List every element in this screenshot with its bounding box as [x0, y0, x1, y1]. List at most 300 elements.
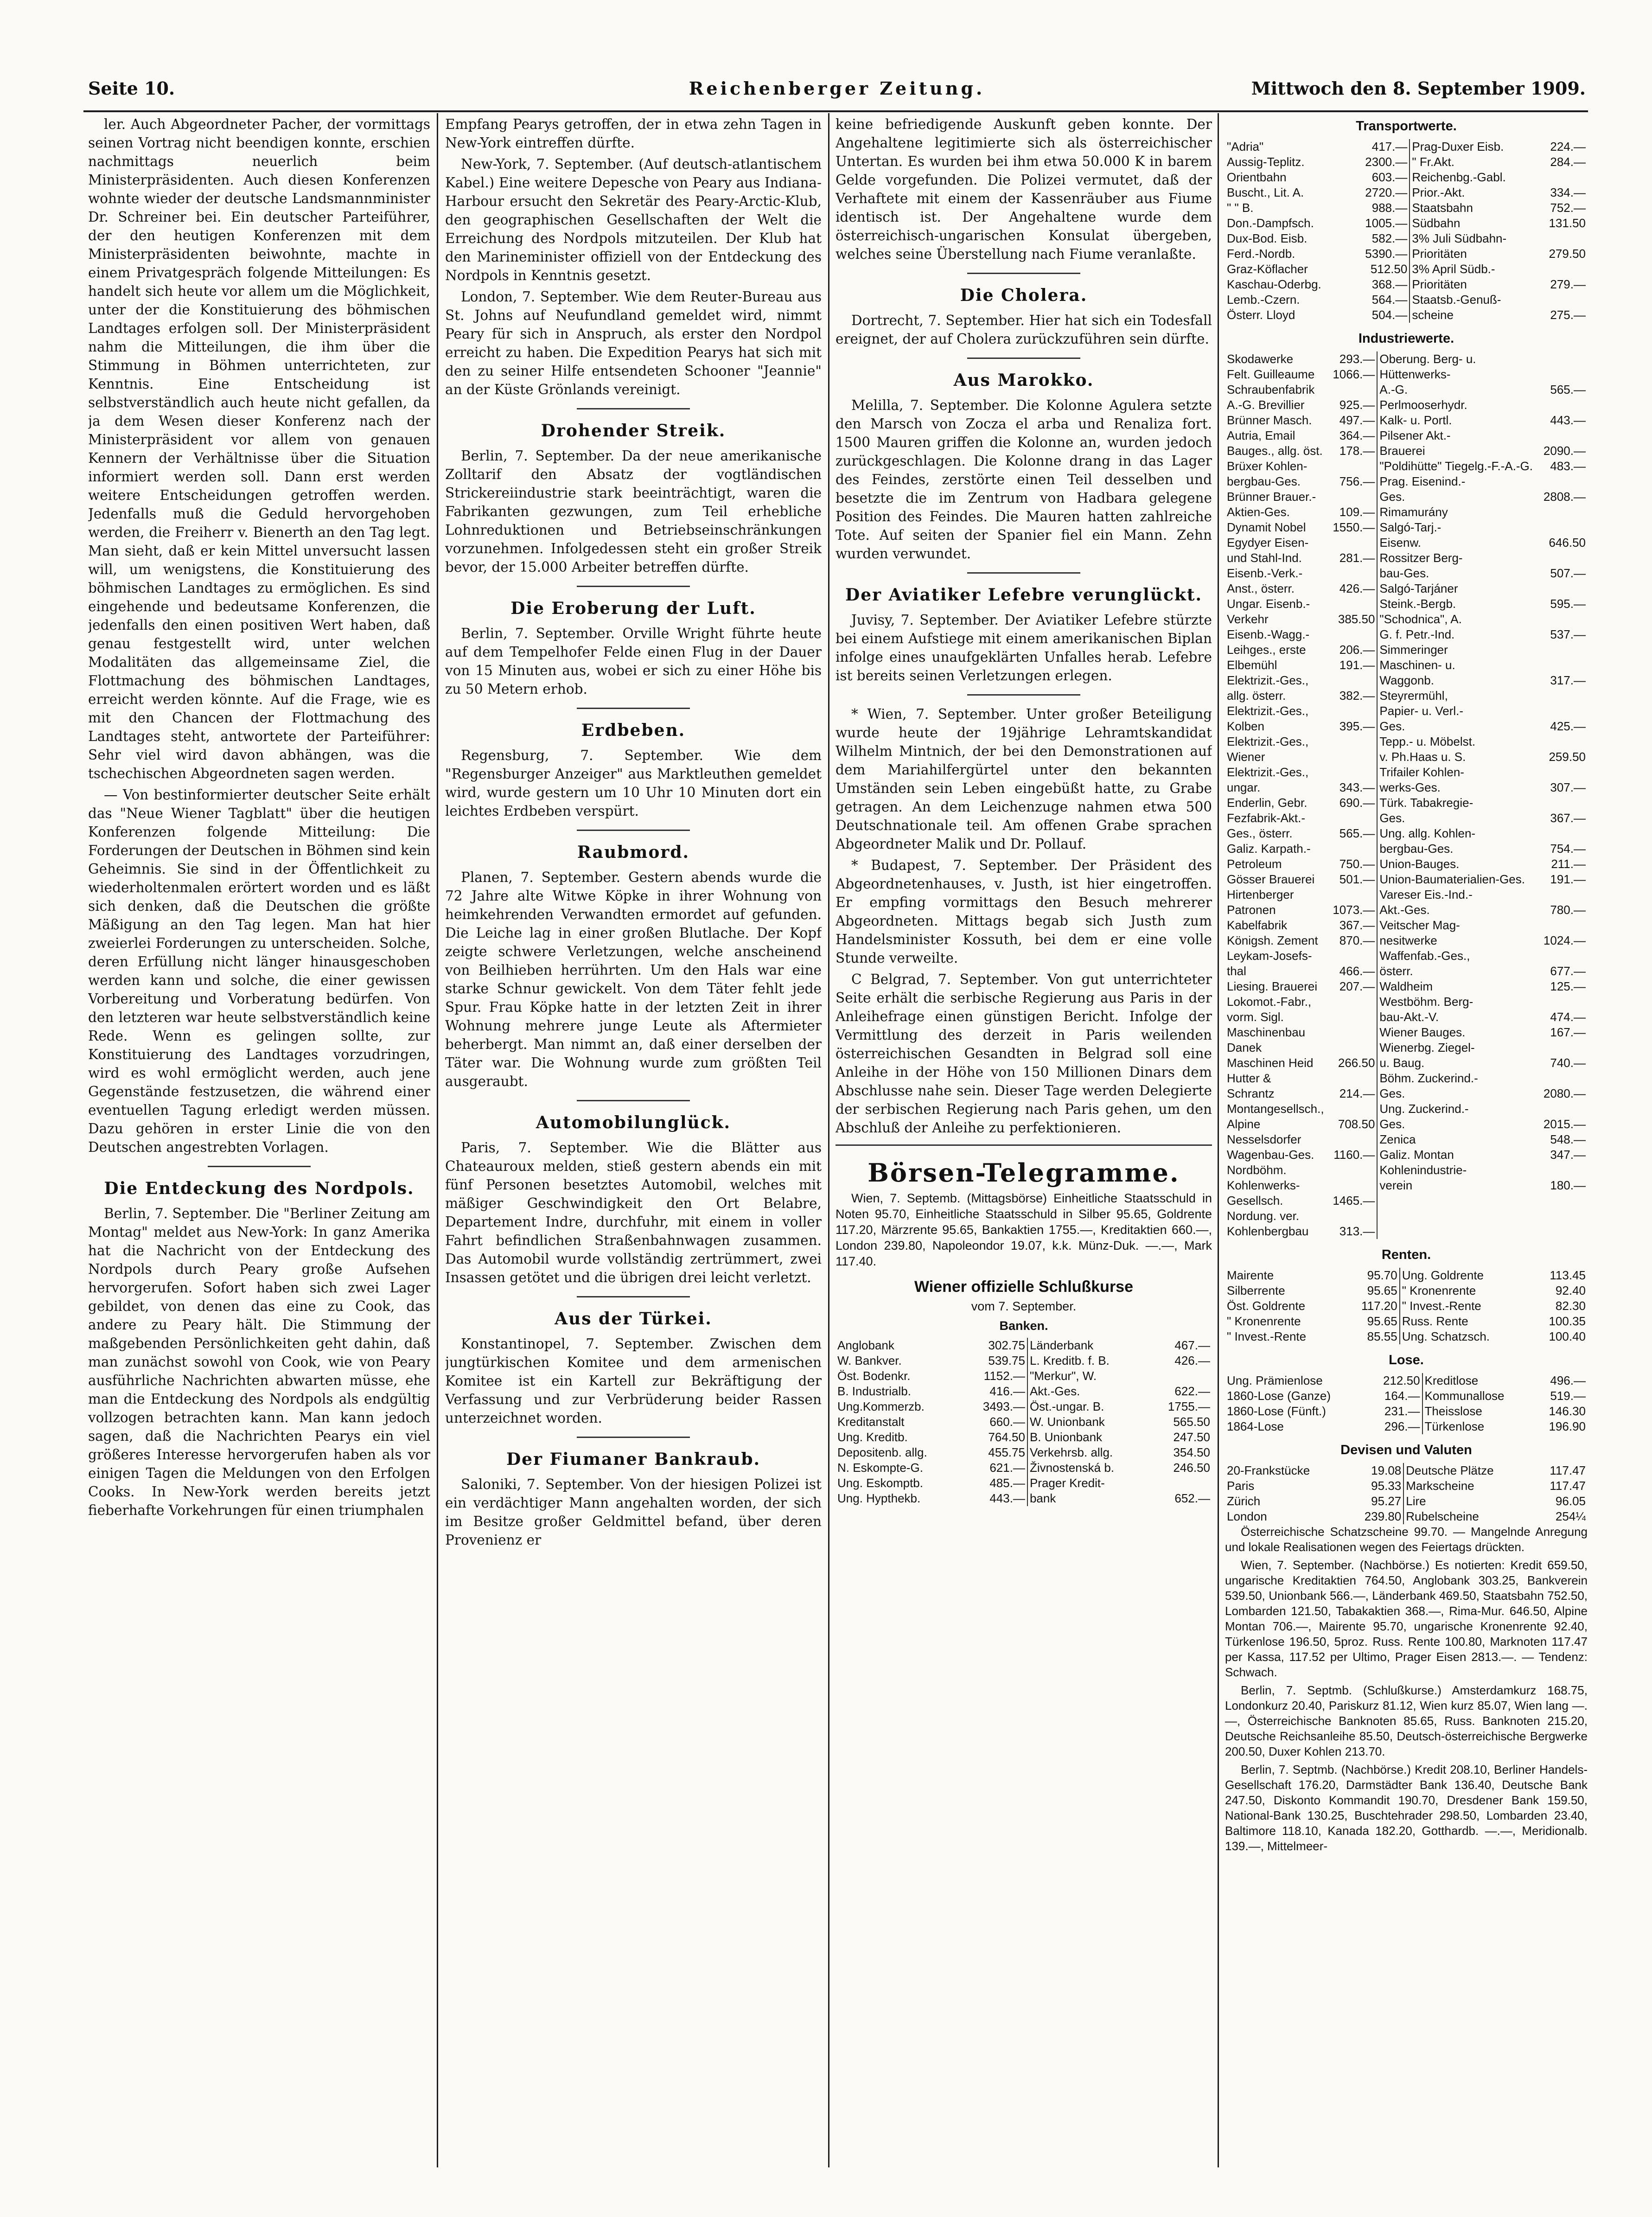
quote-value: 212.50: [1383, 1374, 1420, 1387]
quote-name: Petroleum: [1227, 857, 1282, 871]
headline-erdbeben: Erdbeben.: [581, 721, 686, 740]
quote-row: [1225, 154, 1588, 170]
quote-value: 496.—: [1550, 1374, 1586, 1387]
quote-name: [1377, 1193, 1540, 1208]
quote-name: u. Baug.: [1377, 1055, 1540, 1071]
headline-raubmord: Raubmord.: [577, 843, 690, 862]
article-paragraph: Empfang Pearys getroffen, der in etwa zehn Tagen in New-York eintreffen dürfte.: [445, 116, 822, 151]
quote-name: Russ. Rente: [1400, 1314, 1530, 1329]
quote-row: [1225, 1314, 1588, 1329]
quote-value: 85.55: [1367, 1329, 1397, 1343]
quote-value: 368.—: [1371, 277, 1408, 291]
quote-row: [1225, 1193, 1588, 1208]
quote-name: Ges.: [1377, 1086, 1540, 1101]
quote-value: [1540, 948, 1588, 964]
headline-nordpol: Die Entdeckung des Nordpols.: [104, 1179, 415, 1198]
quote-name: Ges.: [1377, 811, 1540, 826]
quote-name: Ungar. Eisenb.-: [1227, 597, 1310, 611]
quote-value: 565.—: [1339, 826, 1375, 840]
devisen-label: Devisen und Valuten: [1340, 1443, 1472, 1457]
quote-name: Papier- u. Verl.-: [1377, 703, 1540, 719]
quote-name: Wienerbg. Ziegel-: [1377, 1040, 1540, 1055]
quote-row: [1225, 550, 1588, 566]
quote-value: 677.—: [1550, 964, 1586, 978]
schlusskurse-date: vom 7. September.: [971, 1299, 1077, 1313]
quote-name: Waffenfab.-Ges.,: [1377, 948, 1540, 964]
quote-value: [1149, 1476, 1212, 1491]
quote-row: [1225, 170, 1588, 185]
quote-row: [1225, 351, 1588, 367]
quote-value: 146.30: [1549, 1404, 1586, 1418]
boersen-wien: Wien, 7. Septemb. (Mittagsbörse) Einheitliche Staatsschuld in Noten 95.70, Einheitliche Staatsschuld in Silber 95.65, Goldrente 117.20, Märzrente 95.65, Bankaktien 1755.—, Kreditaktien 660.—, London 239.80, Napoleondor 19.07, k.k. Münz-Duk. —.—, Mark 117.40.: [836, 1191, 1212, 1268]
quote-name: " Kronenrente: [1400, 1283, 1530, 1298]
quote-value: 485.—: [989, 1476, 1025, 1490]
quote-name: Ung. Hypthekb.: [837, 1491, 921, 1505]
quote-name: Don.-Dampfsch.: [1227, 216, 1314, 230]
quote-value: 1024.—: [1543, 933, 1586, 947]
quote-value: 266.50: [1338, 1056, 1375, 1070]
quote-value: 474.—: [1550, 1010, 1586, 1024]
quote-value: [1329, 1101, 1377, 1117]
quote-value: 870.—: [1339, 933, 1375, 947]
transport-label: Transportwerte.: [1356, 119, 1457, 134]
quote-row: [1225, 856, 1588, 872]
quote-name: Ung. Goldrente: [1400, 1268, 1530, 1283]
schlusskurse-title: Wiener offizielle Schlußkurse: [914, 1278, 1134, 1296]
quote-row: [1225, 979, 1588, 994]
column-1: [88, 115, 430, 2167]
quote-name: " Fr.Akt.: [1410, 154, 1536, 170]
divider: [577, 1100, 690, 1101]
quote-name: Hirtenberger: [1227, 888, 1294, 901]
quote-value: 2720.—: [1365, 185, 1408, 199]
quote-row: [1225, 382, 1588, 397]
quote-name: thal: [1227, 964, 1246, 978]
renten-label: Renten.: [1381, 1247, 1431, 1262]
quote-name: Galiz. Montan: [1377, 1147, 1540, 1163]
quote-value: [1540, 367, 1588, 382]
quote-name: Prag-Duxer Eisb.: [1410, 139, 1536, 154]
quote-row: [1225, 1086, 1588, 1101]
quote-row: [1225, 489, 1588, 505]
quote-row: [1225, 1117, 1588, 1132]
quote-row: [1225, 887, 1588, 902]
quote-row: [1225, 139, 1588, 154]
quote-row: [1225, 780, 1588, 795]
quote-name: Elektrizit.-Ges.,: [1227, 704, 1309, 718]
boersen-title: Börsen-Telegramme.: [867, 1158, 1180, 1188]
quote-name: Steyrermühl,: [1377, 688, 1540, 703]
quote-value: [1540, 887, 1588, 902]
article-paragraph: Saloniki, 7. September. Von der hiesigen Polizei ist ein verdächtiger Mann angehalten worden, der sich im Besitze großer Geldmittel befand, über deren Provenienz er: [445, 1476, 822, 1548]
quote-name: Prioritäten: [1410, 277, 1536, 292]
quote-name: Egydyer Eisen-: [1227, 536, 1309, 549]
quote-name: Eisenb.-Verk.-: [1227, 566, 1303, 580]
quote-name: Kaschau-Oderbg.: [1227, 277, 1321, 291]
quote-name: Öst. Goldrente: [1227, 1299, 1306, 1313]
banken-label: Banken.: [999, 1319, 1048, 1333]
quote-row: [1225, 277, 1588, 292]
quote-name: nesitwerke: [1377, 933, 1540, 948]
quote-name: W. Bankver.: [837, 1354, 902, 1367]
quote-name: Steink.-Bergb.: [1377, 596, 1540, 612]
quote-name: Bauges., allg. öst.: [1227, 444, 1323, 458]
article-paragraph: Konstantinopel, 7. September. Zwischen dem jungtürkischen Komitee und dem armenischen Komitee ist ein Kartell zur Bekräftigung der Verfassung und zur Verbrüderung beider Rassen unterzeichnet worden.: [445, 1336, 822, 1426]
quote-row: [1225, 1025, 1588, 1040]
quote-value: 254¼: [1555, 1509, 1586, 1523]
quote-value: 988.—: [1371, 201, 1408, 215]
quote-value: [1329, 535, 1377, 550]
quote-value: [1540, 397, 1588, 413]
quote-row: [1225, 1040, 1588, 1055]
quote-name: Hutter &: [1227, 1071, 1271, 1085]
quote-row: [836, 1445, 1212, 1460]
quote-value: 317.—: [1550, 673, 1586, 687]
quote-name: Schrantz: [1227, 1086, 1275, 1100]
industrie-label: Industriewerte.: [1358, 331, 1454, 346]
quote-value: [1540, 1071, 1588, 1086]
quote-name: Ung. Kreditb.: [837, 1430, 908, 1444]
quote-name: Ung.Kommerzb.: [837, 1399, 925, 1413]
quote-row: [1225, 658, 1588, 673]
quote-name: Öst.-ungar. B.: [1027, 1399, 1149, 1414]
quote-name: Enderlin, Gebr.: [1227, 796, 1308, 810]
quote-name: [1377, 1224, 1540, 1239]
quote-value: [1540, 428, 1588, 443]
quote-value: [1540, 1040, 1588, 1055]
page-header: [88, 78, 1586, 110]
quote-name: Prior.-Akt.: [1410, 185, 1536, 200]
quote-name: Anst., österr.: [1227, 581, 1295, 595]
quote-name: Brüxer Kohlen-: [1227, 459, 1308, 473]
quote-row: [1225, 734, 1588, 749]
quote-name: Montangesellsch.,: [1227, 1102, 1324, 1116]
quote-row: [1225, 872, 1588, 887]
quote-value: [1329, 1132, 1377, 1147]
quote-row: [1225, 933, 1588, 948]
quote-row: [1225, 566, 1588, 581]
quote-value: 497.—: [1339, 413, 1375, 427]
quote-value: 279.50: [1549, 247, 1586, 261]
quote-value: [1329, 459, 1377, 474]
article-paragraph: Dortrecht, 7. September. Hier hat sich ein Todesfall ereignet, der auf Cholera zurückzuführen sein dürfte.: [836, 313, 1212, 347]
quote-row: [1225, 811, 1588, 826]
quote-value: 595.—: [1550, 597, 1586, 611]
quote-name: Kalk- u. Portl.: [1377, 413, 1540, 428]
quote-row: [1225, 1268, 1588, 1283]
quote-value: 621.—: [989, 1461, 1025, 1475]
quote-value: 750.—: [1339, 857, 1375, 871]
quote-row: [1225, 1373, 1588, 1388]
quote-name: Ferd.-Nordb.: [1227, 247, 1295, 261]
quote-name: Brauerei: [1377, 443, 1540, 459]
quote-value: 354.50: [1173, 1445, 1210, 1459]
quote-name: Ung. Eskomptb.: [837, 1476, 923, 1490]
quote-row: [1225, 505, 1588, 520]
quote-value: [1540, 1101, 1588, 1117]
quote-name: Autria, Email: [1227, 428, 1295, 442]
quote-row: [836, 1399, 1212, 1414]
quote-name: Felt. Guilleaume: [1227, 367, 1315, 381]
quote-row: [1225, 1478, 1588, 1494]
quote-value: 196.90: [1549, 1419, 1586, 1433]
quote-name: Živnostenská b.: [1027, 1460, 1149, 1476]
quote-value: 754.—: [1550, 842, 1586, 856]
quote-value: [1540, 474, 1588, 489]
article-paragraph: Regensburg, 7. September. Wie dem "Regensburger Anzeiger" aus Marktleuthen gemeldet wird, wurde gestern um 10 Uhr 10 Minuten dort ein leichtes Erdbeben verspürt.: [445, 748, 822, 819]
quote-name: Brünner Masch.: [1227, 413, 1312, 427]
divider: [577, 1296, 690, 1297]
quote-value: 466.—: [1339, 964, 1375, 978]
quote-value: 652.—: [1174, 1491, 1210, 1505]
quote-name: London: [1227, 1509, 1267, 1523]
quote-name: Aktien-Ges.: [1227, 505, 1290, 519]
quote-value: 622.—: [1174, 1384, 1210, 1398]
quote-row: [1225, 1178, 1588, 1193]
headline-tuerkei: Aus der Türkei.: [555, 1309, 712, 1329]
quote-value: 443.—: [1550, 413, 1586, 427]
quote-value: 211.—: [1551, 857, 1586, 871]
column-rule-3: [1218, 113, 1219, 2167]
article-paragraph: keine befriedigende Auskunft geben konnte. Der Angehaltene legitimierte sich als österreichischer Untertan. Es wurden bei ihm etwa 50.000 K in barem Gelde vorgefunden. Die Polizei vermutet, daß der Verhaftete mit einem der Kassenräuber aus Fiume identisch ist. Der Angehaltene wurde dem österreichisch-ungarischen Konsulat übergeben, welches seine Überstellung nach Fiume veranlaßte.: [836, 116, 1212, 262]
berlin-schlusskurse: Berlin, 7. Septmb. (Schlußkurse.) Amsterdamkurz 168.75, Londonkurz 20.40, Pariskurz 81.12, Wien kurz 85.07, Wien lang —.—, Österreichische Banknoten 85.65, Russ. Banknoten 215.20, Deutsche Reichsanleihe 85.50, Deutsch-österreichische Bergwerke 200.50, Duxer Kohlen 213.70.: [1225, 1683, 1588, 1758]
quote-name: Gösser Brauerei: [1227, 872, 1315, 886]
quote-row: [836, 1491, 1212, 1506]
quote-value: [1329, 1071, 1377, 1086]
quote-row: [1225, 994, 1588, 1009]
wien-nachboerse: Wien, 7. September. (Nachbörse.) Es notierten: Kredit 659.50, ungarische Kreditaktien 764.50, Anglobank 303.25, Bankverein 539.50, Unionbank 566.—, Länderbank 469.50, Staatsbahn 752.50, Lombarden 121.50, Tabakaktien 368.—, Rima-Mur. 646.50, Alpine Montan 706.—, Mairente 95.70, ungarische Kronenrente 92.40, Türkenlose 196.50, 5proz. Russ. Rente 100.80, Marknoten 117.47 per Kassa, 117.52 per Ultimo, Prager Eisen 2813.—. — Tendenz: Schwach.: [1225, 1558, 1588, 1679]
quote-value: [1540, 1224, 1588, 1239]
quote-name: B. Unionbank: [1027, 1430, 1149, 1445]
quote-value: [1329, 765, 1377, 780]
quote-row: [836, 1414, 1212, 1430]
quote-name: 3% Juli Südbahn-: [1410, 231, 1536, 246]
quote-value: 660.—: [989, 1415, 1025, 1429]
article-paragraph: * Budapest, 7. September. Der Präsident des Abgeordnetenhauses, v. Justh, ist hier eingetroffen. Er empfing vormittags den Besuch mehrerer Abgeordneten. Mittags begab sich Justh zum Handelsminister Kossuth, bei dem er eine volle Stunde verweilte.: [836, 857, 1212, 966]
quote-value: 756.—: [1339, 474, 1375, 488]
quote-row: [1225, 749, 1588, 765]
quote-name: Union-Bauges.: [1377, 856, 1540, 872]
quote-value: [1540, 612, 1588, 627]
quote-row: [1225, 1132, 1588, 1147]
quote-name: Kommunallose: [1422, 1388, 1534, 1404]
quote-row: [1225, 703, 1588, 719]
quote-value: 1066.—: [1333, 367, 1375, 381]
quote-name: Paris: [1227, 1479, 1255, 1493]
quote-row: [1225, 1071, 1588, 1086]
quote-row: [1225, 1509, 1588, 1524]
quote-name: Rimamurány: [1377, 505, 1540, 520]
quote-row: [1225, 1055, 1588, 1071]
quote-name: Veitscher Mag-: [1377, 918, 1540, 933]
quote-value: 2015.—: [1543, 1117, 1586, 1131]
quote-value: 178.—: [1339, 444, 1375, 458]
quote-value: 207.—: [1339, 979, 1375, 993]
quote-value: 113.45: [1550, 1268, 1586, 1282]
quote-row: [1225, 1298, 1588, 1314]
quote-name: Trifailer Kohlen-: [1377, 765, 1540, 780]
quote-value: 302.75: [988, 1338, 1025, 1352]
quote-value: [1329, 1025, 1377, 1040]
divider: [577, 408, 690, 409]
quote-row: [1225, 841, 1588, 856]
quote-value: 275.—: [1550, 308, 1586, 322]
quote-value: [1540, 1193, 1588, 1208]
divider: [208, 1166, 310, 1167]
quote-name: bau-Akt.-V.: [1377, 1009, 1540, 1025]
quote-name: Reichenbg.-Gabl.: [1410, 170, 1536, 185]
quote-value: 279.—: [1550, 277, 1586, 291]
quote-value: 307.—: [1550, 780, 1586, 794]
quote-value: 752.—: [1550, 201, 1586, 215]
quote-row: [836, 1338, 1212, 1353]
divider: [967, 273, 1080, 274]
quote-value: [1329, 1009, 1377, 1025]
article-paragraph: Paris, 7. September. Wie die Blätter aus Chateauroux melden, stieß gestern abends ein mit fünf Personen besetztes Automobil, welches mit mäßiger Geschwindigkeit den Ort Belabre, Departement Indre, durchfuhr, mit einem in voller Fahrt befindlichen Straßenbahnwagen zusammen. Das Automobil wurde vollständig zertrümmert, zwei Insassen getötet und die übrigen drei leicht verletzt.: [445, 1140, 822, 1285]
quote-value: [1536, 231, 1588, 246]
quote-value: 582.—: [1371, 231, 1408, 245]
quote-value: 1160.—: [1333, 1148, 1375, 1162]
quote-value: 925.—: [1339, 398, 1375, 412]
quote-name: Fezfabrik-Akt.-: [1227, 811, 1306, 825]
quote-name: verein: [1377, 1178, 1540, 1193]
quote-name: Kohlenindustrie-: [1377, 1163, 1540, 1178]
quote-name: Ges.: [1377, 1117, 1540, 1132]
quote-name: Anglobank: [837, 1338, 894, 1352]
banken-table: [836, 1338, 1212, 1506]
quote-value: [1329, 1163, 1377, 1178]
lose-label: Lose.: [1389, 1353, 1424, 1367]
divider: [577, 586, 690, 587]
quote-value: [1540, 658, 1588, 673]
quote-row: [1225, 765, 1588, 780]
article-paragraph: Juvisy, 7. September. Der Aviatiker Lefebre stürzte bei einem Aufstiege mit einem amerikanischen Biplan infolge eines unaufgeklärten Unfalles herab. Lefebre ist bereits seinen Verletzungen erlegen.: [836, 612, 1212, 684]
quote-name: Rossitzer Berg-: [1377, 550, 1540, 566]
quote-name: Waggonb.: [1377, 673, 1540, 688]
quote-name: bergbau-Ges.: [1377, 841, 1540, 856]
quote-value: [1540, 520, 1588, 535]
quote-value: 117.47: [1550, 1479, 1586, 1493]
quote-name: Vareser Eis.-Ind.-: [1377, 887, 1540, 902]
quote-row: [1225, 612, 1588, 627]
quote-name: Prager Kredit-: [1027, 1476, 1149, 1491]
quote-name: Kolben: [1227, 719, 1264, 733]
quote-name: Prioritäten: [1410, 246, 1536, 262]
quote-name: Prag. Eisenind.-: [1377, 474, 1540, 489]
quote-row: [1225, 474, 1588, 489]
quote-value: 364.—: [1339, 428, 1375, 442]
quote-name: bau-Ges.: [1377, 566, 1540, 581]
quote-value: 191.—: [1550, 872, 1586, 886]
quote-value: 443.—: [989, 1491, 1025, 1505]
quote-value: 395.—: [1339, 719, 1375, 733]
quote-name: Danek: [1227, 1041, 1262, 1054]
quote-name: Maschinenbau: [1227, 1025, 1306, 1039]
quote-row: [836, 1476, 1212, 1491]
quote-name: A.-G. Brevillier: [1227, 398, 1305, 412]
article-paragraph: Berlin, 7. September. Orville Wright führte heute auf dem Tempelhofer Felde einen Flug in der Dauer von 15 Minuten aus, wobei er sich zu einer Höhe bis zu 50 Metern erhob.: [445, 626, 822, 697]
quote-name: " Invest.-Rente: [1227, 1329, 1307, 1343]
quote-value: 467.—: [1174, 1338, 1210, 1352]
quote-name: Kreditanstalt: [837, 1415, 905, 1429]
quote-value: 603.—: [1371, 170, 1408, 184]
quote-name: "Merkur", W.: [1027, 1368, 1149, 1384]
quote-name: Rubelscheine: [1403, 1509, 1532, 1524]
quote-value: [1540, 581, 1588, 596]
quote-name: Mairente: [1227, 1268, 1274, 1282]
quote-value: [1149, 1368, 1212, 1384]
article-paragraph: Melilla, 7. September. Die Kolonne Agulera setzte den Marsch von Zocza el arba und Renaliza fort. 1500 Mauren griffen die Kolonne an, wurden jedoch zurückgeschlagen. Die Kolonne drang in das Lager des Feindes, zerstörte einen Teil desselben und besetzte die im Zentrum von Hadbara gelegene Position des Feindes. Die Mauren hatten zahlreiche Tote. Auf seiten der Spanier fiel ein Mann. Zehn wurden verwundet.: [836, 397, 1212, 562]
quote-value: 564.—: [1371, 293, 1408, 307]
quote-value: 100.35: [1549, 1314, 1586, 1328]
quote-name: Verkehr: [1227, 612, 1269, 626]
quote-row: [1225, 826, 1588, 841]
quote-name: Ung. allg. Kohlen-: [1377, 826, 1540, 841]
quote-value: [1540, 1208, 1588, 1224]
quote-row: [1225, 918, 1588, 933]
quote-name: Ges., österr.: [1227, 826, 1293, 840]
quote-name: v. Ph.Haas u. S.: [1377, 749, 1540, 765]
quote-name: Galiz. Karpath.-: [1227, 842, 1311, 856]
quote-row: [1225, 964, 1588, 979]
headline-luft: Die Eroberung der Luft.: [510, 599, 756, 618]
quote-value: 740.—: [1550, 1056, 1586, 1070]
quote-value: 2080.—: [1543, 1086, 1586, 1100]
quote-name: Türkenlose: [1422, 1419, 1534, 1434]
quote-value: 95.27: [1371, 1494, 1402, 1508]
article-paragraph: — Von bestinformierter deutscher Seite erhält das "Neue Wiener Tagblatt" über die heutigen Konferenzen folgende Mitteilung: Die Forderungen der Deutschen in Böhmen sind kein Geheimnis. Sie sind in der Öffentlichkeit zu wiederholtenmalen erörtert worden und es läßt sich denken, daß die Deutschen die größte Mäßigung an den Tag legen. Man hat hier zweierlei Forderungen zu unterscheiden. Solche, deren Erfüllung nicht länger hinausgeschoben werden kann und solche, die einer gewissen Vorbereitung und Vorberatung bedürfen. Von den letzteren war heute selbstverständlich keine Rede. Wenn es gelingen sollte, zur Konstituierung des Landtages vorzudringen, wird es wohl ermöglicht werden, auch jene Gegenstände festzusetzen, die während einer eventuellen Tagung erledigt werden müssen. Dazu gehören in erster Linie die von den Deutschen angestrebten Vorlagen.: [88, 787, 430, 1155]
quote-name: 3% April Südb.-: [1410, 262, 1536, 277]
quote-name: Perlmooserhydr.: [1377, 397, 1540, 413]
quote-row: [1225, 307, 1588, 323]
quote-row: [1225, 1163, 1588, 1178]
quote-value: [1540, 734, 1588, 749]
berlin-nachboerse: Berlin, 7. Septmb. (Nachbörse.) Kredit 208.10, Berliner Handels-Gesellschaft 176.20, Darmstädter Bank 136.40, Deutsche Bank 247.50, Diskonto Kommandit 190.70, Dresdener Bank 159.50, National-Bank 130.25, Buschtehrader 298.50, Lombarden 23.40, Baltimore 118.10, Kanada 182.20, Gotthardb. —.—, Meridionalb. 139.—, Mittelmeer-: [1225, 1763, 1588, 1853]
quote-value: 191.—: [1339, 658, 1375, 672]
quote-value: 214.—: [1339, 1086, 1375, 1100]
quote-name: Ung. Prämienlose: [1227, 1374, 1323, 1387]
headline-automobil: Automobilunglück.: [536, 1113, 731, 1132]
quote-row: [836, 1368, 1212, 1384]
quote-row: [1225, 535, 1588, 550]
divider: [577, 830, 690, 831]
quote-name: Tepp.- u. Möbelst.: [1377, 734, 1540, 749]
quote-value: [1540, 688, 1588, 703]
quote-value: 92.40: [1555, 1284, 1586, 1297]
quote-row: [1225, 902, 1588, 918]
quote-row: [1225, 1404, 1588, 1419]
quote-name: Graz-Köflacher: [1227, 262, 1308, 276]
quote-name: Akt.-Ges.: [1027, 1384, 1149, 1399]
headline-streik: Drohender Streik.: [541, 421, 726, 441]
quote-name: Patronen: [1227, 903, 1276, 917]
quote-value: [1540, 918, 1588, 933]
quote-value: 95.70: [1367, 1268, 1397, 1282]
quote-name: Eisenw.: [1377, 535, 1540, 550]
quote-row: [836, 1384, 1212, 1399]
quote-value: [1536, 170, 1588, 185]
quote-value: [1329, 841, 1377, 856]
quote-value: [1329, 566, 1377, 581]
quote-name: Orientbahn: [1227, 170, 1287, 184]
quote-name: Hüttenwerks-: [1377, 367, 1540, 382]
quote-name: Ges.: [1377, 719, 1540, 734]
quote-value: 19.08: [1371, 1463, 1402, 1477]
quote-value: 367.—: [1339, 918, 1375, 932]
article-paragraph: ler. Auch Abgeordneter Pacher, der vormittags seinen Vortrag nicht beendigen konnte, erschien nachmittags neuerlich beim Ministerpräsidenten. Auch diesen Konferenzen wohnte wieder der deutsche Landsmannminister Dr. Schreiner bei. Ein deutscher Parteiführer, der den heutigen Konferenzen mit dem Ministerpräsidenten beiwohnte, machte in einem Privatgespräch folgende Mitteilungen: Es handelt sich heute vor allem um die Möglichkeit, unter der die Konstituierung des böhmischen Landtages erfolgen soll. Der Ministerpräsident nahm die Mitteilungen, die ihm über die Stimmung in Böhmen unterrichteten, zur Kenntnis. Eine Entscheidung ist selbstverständlich auch heute nicht gefallen, da ja dem Wesen dieser Konferenz nach der Ministerpräsident vor allem von genauen Kennern der Verhältnisse über die Situation informiert werden soll. Dann erst werden weitere Entscheidungen getroffen werden. Jedenfalls muß die Geduld hervorgehoben werden, die Freiherr v. Bienerth an den Tag legt. Man sieht, daß er kein Mittel unversucht lassen will, um wenigstens, die Konstituierung des böhmischen Landtages zu ermöglichen. Es sind eingehende und bedeutsame Konferenzen, die jedenfalls den einen positiven Wert haben, daß genau festgestellt wird, unter welchen Modalitäten das allgemeinsame Ziel, die Flottmachung des böhmischen Landtages, erreicht werden könnte. Auf die Frage, wie es mit den Chancen der Flottmachung des Landtages steht, antwortete der Parteiführer: Sehr viel wird davon abhängen, was die tschechischen Abgeordneten sagen werden.: [88, 116, 430, 781]
divider: [967, 358, 1080, 359]
quote-value: 483.—: [1550, 459, 1586, 473]
